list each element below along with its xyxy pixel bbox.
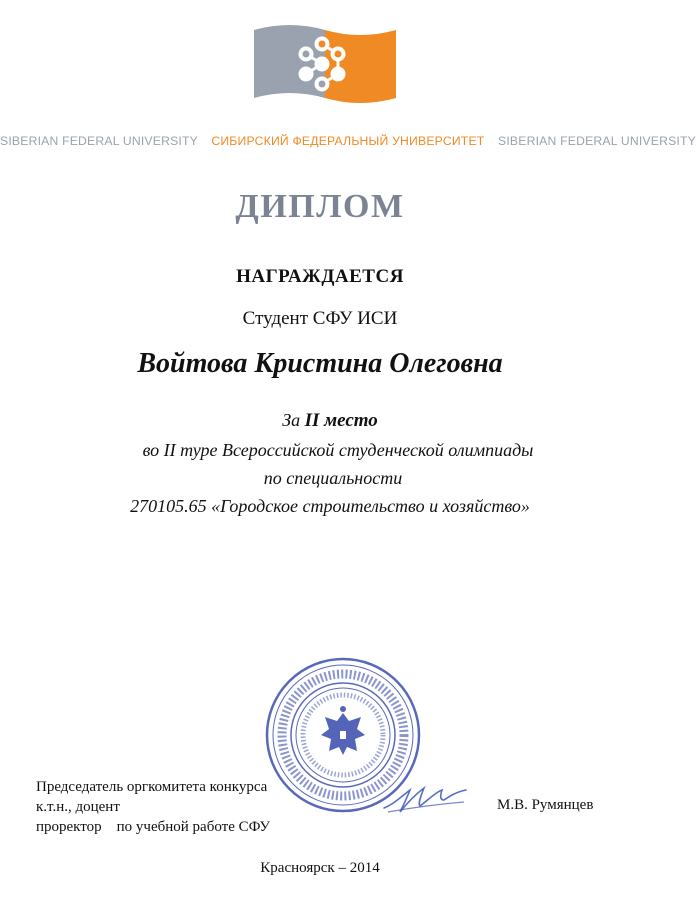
sfu-flag-logo-icon [250,14,400,124]
place-prefix: За [282,410,305,430]
signatory-block [36,777,270,837]
diploma-title: ДИПЛОМ [235,188,405,225]
banner-left-en: SIBERIAN FEDERAL UNIVERSITY [0,134,198,148]
signatory-degree: к.т.н., доцент [36,799,120,815]
awarded-heading: НАГРАЖДАЕТСЯ [236,266,404,287]
university-banner [0,134,696,148]
handwritten-signature-icon [380,778,470,818]
signatory-position: Председатель оргкомитета конкурса [36,779,268,795]
university-logo [250,14,400,124]
student-line: Студент СФУ ИСИ [242,308,398,329]
signatory-name: М.В. Румянцев [497,797,594,813]
place-value: II место [304,410,378,431]
specialty-code: 270105.65 «Городское строительство и хозяйство» [130,496,530,516]
banner-right-en: SIBERIAN FEDERAL UNIVERSITY [498,134,696,148]
city-year: Красноярск – 2014 [260,860,380,876]
place-line [0,410,640,432]
recipient-name: Войтова Кристина Олеговна [137,348,503,379]
specialty-label: по специальности [263,468,403,488]
signature [380,778,470,818]
signatory-role: проректор по учебной работе СФУ [36,819,270,835]
olympiad-line: во II туре Всероссийской студенческой олимпиады [142,440,534,460]
banner-center-ru: СИБИРСКИЙ ФЕДЕРАЛЬНЫЙ УНИВЕРСИТЕТ [211,134,485,148]
